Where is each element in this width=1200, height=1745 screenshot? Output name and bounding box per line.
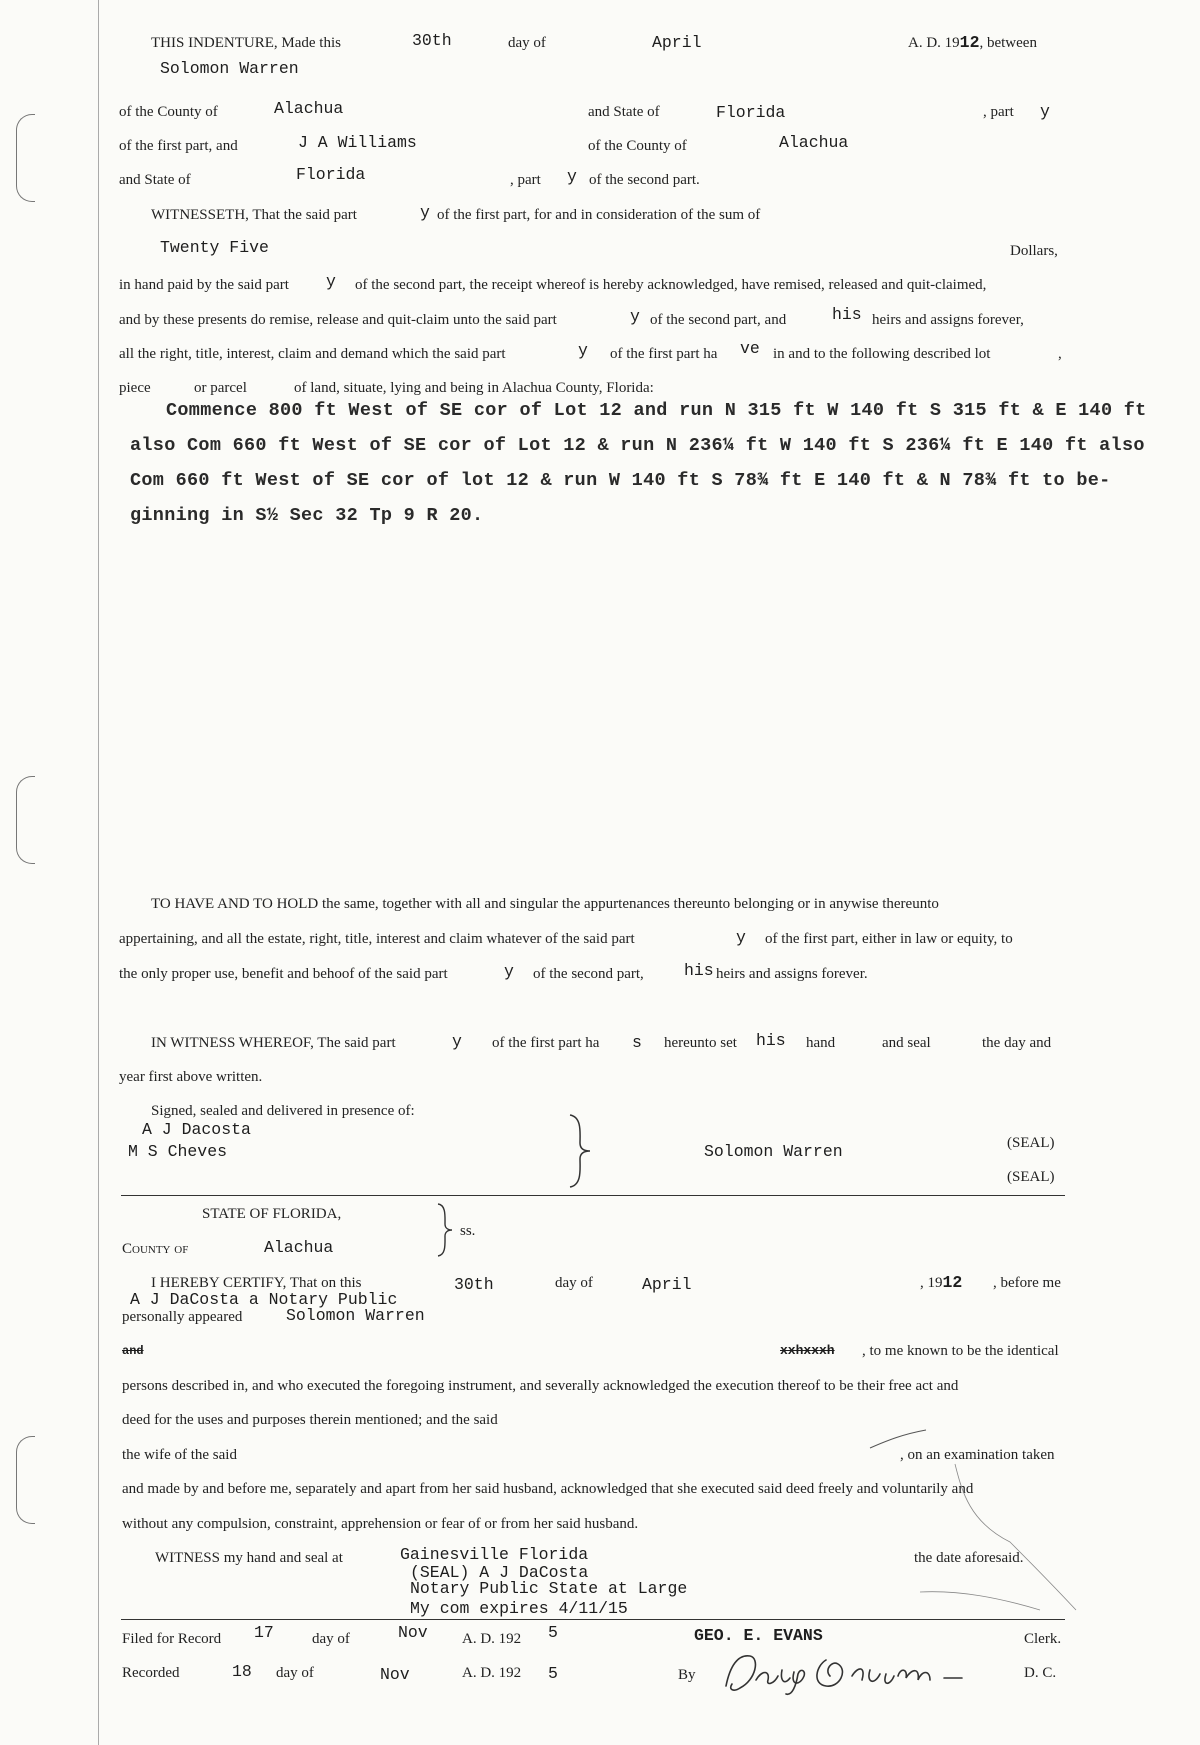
ack-paragraph-6: without any compulsion, constraint, apprehension or fear of or from her said husband. bbox=[122, 1516, 639, 1532]
year-first-text: year first above written. bbox=[119, 1069, 263, 1085]
part-label-2: , part bbox=[510, 172, 541, 188]
behoof-y: y bbox=[504, 962, 514, 981]
witness-hand-label: WITNESS my hand and seal at bbox=[155, 1550, 343, 1566]
piece-label: piece bbox=[119, 380, 151, 396]
seal-label-1: (SEAL) bbox=[1007, 1135, 1055, 1151]
deed-year bbox=[908, 34, 1037, 52]
ss-brace bbox=[436, 1202, 456, 1258]
behoof-text: the only proper use, benefit and behoof of the said part bbox=[119, 966, 448, 982]
filed-label: Filed for Record bbox=[122, 1631, 222, 1647]
in-witness-day-and: the day and bbox=[982, 1035, 1052, 1051]
ack-day: 30th bbox=[454, 1275, 494, 1294]
of-county-label: of the County of bbox=[119, 104, 218, 120]
and-state-label: and State of bbox=[588, 104, 660, 120]
behoof-text-3: heirs and assigns forever. bbox=[716, 966, 868, 982]
part-label: , part bbox=[983, 104, 1014, 120]
recorded-day-of: day of bbox=[276, 1665, 314, 1681]
appeared-name: Solomon Warren bbox=[286, 1306, 425, 1325]
indenture-intro: THIS INDENTURE, Made this bbox=[151, 35, 341, 51]
description-line-1: Commence 800 ft West of SE cor of Lot 12 and run N 315 ft W 140 ft S 315 ft & E 140 ft bbox=[166, 400, 1147, 421]
claim-text-2: of the first part ha bbox=[610, 346, 718, 362]
witnesseth-text: WITNESSETH, That the said part bbox=[151, 207, 357, 223]
in-witness-his: his bbox=[756, 1031, 786, 1050]
description-line-2: also Com 660 ft West of SE cor of Lot 12 & run N 236¼ ft W 140 ft S 236¼ ft E 140 ft also bbox=[130, 435, 1145, 456]
year-suffix: 12 bbox=[959, 33, 980, 52]
remise-text: and by these presents do remise, release and quit-claim unto the said part bbox=[119, 312, 557, 328]
witnesseth-y: y bbox=[420, 203, 430, 222]
in-witness-s: s bbox=[632, 1033, 642, 1052]
ack-paragraph-5: and made by and before me, separately and apart from her said husband, acknowledged that she executed said deed freely and voluntarily and bbox=[122, 1481, 974, 1497]
grantor-county: Alachua bbox=[274, 99, 344, 118]
and-state-label-2: and State of bbox=[119, 172, 191, 188]
filing-divider bbox=[121, 1619, 1065, 1620]
struck-and: and bbox=[122, 1344, 144, 1358]
pencil-annotation-lines bbox=[900, 1462, 1080, 1612]
claim-ve: ve bbox=[740, 339, 760, 358]
filed-month: Nov bbox=[398, 1623, 428, 1642]
signed-sealed-text: Signed, sealed and delivered in presence of: bbox=[151, 1103, 415, 1119]
ack-place: Gainesville Florida bbox=[400, 1545, 589, 1564]
recorded-label: Recorded bbox=[122, 1665, 180, 1681]
clerk-label: Clerk. bbox=[1024, 1631, 1062, 1647]
clerk-name: GEO. E. EVANS bbox=[694, 1626, 823, 1645]
deputy-clerk-signature bbox=[716, 1646, 966, 1698]
recorded-ad: A. D. 192 bbox=[462, 1665, 522, 1681]
of-county-label-2: of the County of bbox=[588, 138, 687, 154]
punch-hole-3 bbox=[16, 1436, 35, 1524]
filed-day-of: day of bbox=[312, 1631, 350, 1647]
in-witness-text-3: hereunto set bbox=[664, 1035, 737, 1051]
ack-paragraph-4b: , on an examination taken bbox=[900, 1447, 1055, 1463]
ack-year-prefix: , 19 bbox=[920, 1275, 943, 1291]
ack-day-of: day of bbox=[555, 1275, 593, 1291]
filed-day: 17 bbox=[254, 1623, 274, 1642]
ack-paragraph-2: persons described in, and who executed the foregoing instrument, and severally acknowledged the execution thereof to be their free act and bbox=[122, 1378, 959, 1394]
recorded-month: Nov bbox=[380, 1665, 410, 1684]
notary-officer: A J DaCosta a Notary Public bbox=[130, 1290, 398, 1309]
between-label: , between bbox=[979, 35, 1037, 51]
struck-text: xxhxxxh bbox=[780, 1343, 835, 1358]
ack-paragraph-3: deed for the uses and purposes therein mentioned; and the said bbox=[122, 1412, 498, 1428]
dc-label: D. C. bbox=[1024, 1665, 1057, 1681]
witnesseth-text-2: of the first part, for and in consideration of the sum of bbox=[437, 207, 761, 223]
before-me-text: , before me bbox=[993, 1275, 1061, 1291]
description-line-4: ginning in S½ Sec 32 Tp 9 R 20. bbox=[130, 505, 484, 526]
county-label: County of bbox=[122, 1241, 189, 1257]
witness-2: M S Cheves bbox=[128, 1142, 228, 1161]
filed-ad: A. D. 192 bbox=[462, 1631, 522, 1647]
claim-comma: , bbox=[1058, 346, 1062, 362]
first-part-label: of the first part, and bbox=[119, 138, 238, 154]
identical-text: , to me known to be the identical bbox=[862, 1343, 1059, 1359]
grantor-name: Solomon Warren bbox=[160, 59, 299, 78]
remise-his: his bbox=[832, 305, 862, 324]
recorded-day: 18 bbox=[232, 1662, 252, 1681]
claim-y: y bbox=[578, 341, 588, 360]
claim-text-3: in and to the following described lot bbox=[773, 346, 991, 362]
ack-county: Alachua bbox=[264, 1238, 334, 1257]
habendum-text: TO HAVE AND TO HOLD the same, together with all and singular the appurtenances thereunto belonging or in anywise thereunto bbox=[151, 896, 939, 912]
ack-paragraph-4: the wife of the said bbox=[122, 1447, 237, 1463]
claim-text: all the right, title, interest, claim and demand which the said part bbox=[119, 346, 506, 362]
remise-text-3: heirs and assigns forever, bbox=[872, 312, 1024, 328]
paid-text: in hand paid by the said part bbox=[119, 277, 289, 293]
date-aforesaid: the date aforesaid. bbox=[914, 1550, 1024, 1566]
in-witness-text-2: of the first part ha bbox=[492, 1035, 600, 1051]
appertaining-text-2: of the first part, either in law or equity, to bbox=[765, 931, 1013, 947]
section-divider bbox=[121, 1195, 1065, 1196]
ack-year-suffix: 12 bbox=[942, 1273, 963, 1292]
grantee-state: Florida bbox=[296, 165, 366, 184]
second-part-label: of the second part. bbox=[589, 172, 700, 188]
in-witness-y: y bbox=[452, 1032, 462, 1051]
day-of-label: day of bbox=[508, 35, 546, 51]
appertaining-text: appertaining, and all the estate, right, title, interest and claim whatever of the said part bbox=[119, 931, 635, 947]
grantee-name: J A Williams bbox=[298, 133, 417, 152]
grantor-state: Florida bbox=[716, 103, 786, 122]
witness-1: A J Dacosta bbox=[142, 1120, 251, 1139]
behoof-text-2: of the second part, bbox=[533, 966, 644, 982]
ack-year bbox=[920, 1274, 962, 1292]
state-heading: STATE OF FLORIDA, bbox=[202, 1206, 342, 1222]
grantee-county: Alachua bbox=[779, 133, 849, 152]
recorded-year: 5 bbox=[548, 1664, 558, 1683]
consideration-amount: Twenty Five bbox=[160, 238, 269, 257]
parcel-label: or parcel bbox=[194, 380, 247, 396]
remise-text-2: of the second part, and bbox=[650, 312, 787, 328]
behoof-his: his bbox=[684, 961, 714, 980]
ad-label: A. D. 19 bbox=[908, 35, 960, 51]
ss-label: ss. bbox=[460, 1223, 476, 1239]
deed-month: April bbox=[652, 33, 702, 52]
ack-month: April bbox=[642, 1275, 692, 1294]
part-y-2: y bbox=[567, 167, 577, 186]
in-witness-seal: and seal bbox=[882, 1035, 931, 1051]
description-line-3: Com 660 ft West of SE cor of lot 12 & run W 140 ft S 78¾ ft E 140 ft & N 78¾ ft to be- bbox=[130, 470, 1111, 491]
land-situate-text: of land, situate, lying and being in Alachua County, Florida: bbox=[294, 380, 654, 396]
remise-y: y bbox=[630, 307, 640, 326]
margin-rule bbox=[98, 0, 99, 1745]
deed-day: 30th bbox=[412, 31, 452, 50]
paid-text-2: of the second part, the receipt whereof is hereby acknowledged, have remised, released and quit-claimed, bbox=[355, 277, 987, 293]
paid-y: y bbox=[326, 272, 336, 291]
punch-hole-1 bbox=[16, 114, 35, 202]
filed-year: 5 bbox=[548, 1623, 558, 1642]
notary-title: Notary Public State at Large bbox=[410, 1579, 688, 1598]
notary-seal-signature: (SEAL) A J DaCosta bbox=[410, 1563, 589, 1582]
dollars-label: Dollars, bbox=[1010, 243, 1058, 259]
signer-name: Solomon Warren bbox=[704, 1142, 843, 1161]
in-witness-hand: hand bbox=[806, 1035, 836, 1051]
part-y: y bbox=[1040, 102, 1050, 121]
in-witness-text: IN WITNESS WHEREOF, The said part bbox=[151, 1035, 396, 1051]
notary-commission: My com expires 4/11/15 bbox=[410, 1599, 628, 1618]
by-label: By bbox=[678, 1667, 696, 1683]
personally-appeared-label: personally appeared bbox=[122, 1309, 243, 1325]
witness-brace bbox=[568, 1113, 594, 1189]
appertaining-y: y bbox=[736, 928, 746, 947]
punch-hole-2 bbox=[16, 776, 35, 864]
seal-label-2: (SEAL) bbox=[1007, 1169, 1055, 1185]
certify-text: I HEREBY CERTIFY, That on this bbox=[151, 1275, 362, 1291]
